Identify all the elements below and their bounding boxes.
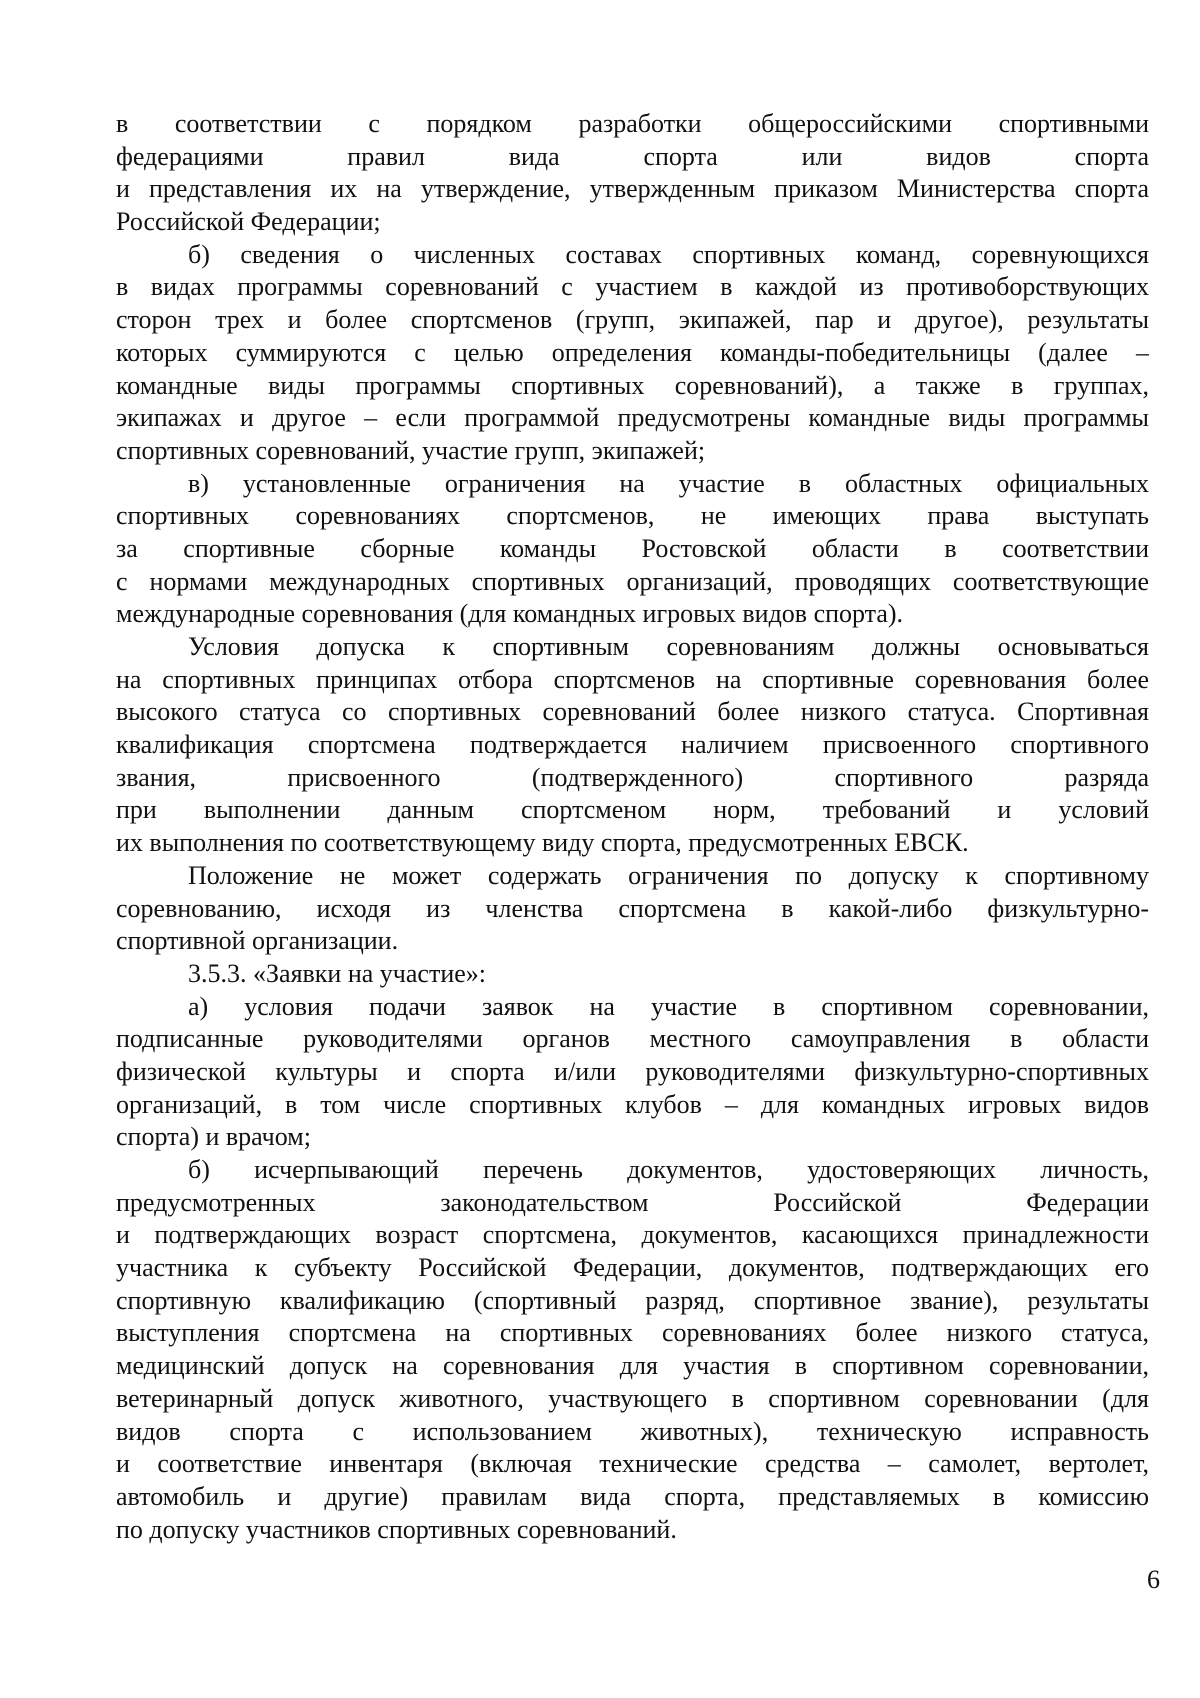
text-line: организаций, в том числе спортивных клубов – для командных игровых видов	[116, 1089, 1149, 1119]
text-line: квалификация спортсмена подтверждается наличием присвоенного спортивного	[116, 730, 1149, 760]
text-line: ветеринарный допуск животного, участвующего в спортивном соревновании (для	[116, 1383, 1149, 1413]
text-line: при выполнении данным спортсменом норм, требований и условий	[116, 795, 1149, 825]
body-text	[116, 108, 1149, 1546]
text-line: Российской Федерации;	[116, 207, 381, 237]
text-line: в соответствии с порядком разработки общероссийскими спортивными	[116, 109, 1149, 138]
page-number: 6	[1147, 1565, 1160, 1594]
text-line: по допуску участников спортивных соревнований.	[116, 1514, 677, 1544]
text-line: и подтверждающих возраст спортсмена, документов, касающихся принадлежности	[116, 1220, 1149, 1250]
text-line: в) установленные ограничения на участие в областных официальных	[188, 468, 1149, 498]
text-line: их выполнения по соответствующему виду спорта, предусмотренных ЕВСК.	[116, 828, 969, 858]
text-line: подписанные руководителями органов местного самоуправления в области	[116, 1024, 1149, 1054]
text-line: за спортивные сборные команды Ростовской области в соответствии	[116, 533, 1149, 563]
text-line: высокого статуса со спортивных соревнований более низкого статуса. Спортивная	[116, 697, 1149, 727]
text-line: и соответствие инвентаря (включая технические средства – самолет, вертолет,	[116, 1449, 1149, 1479]
text-line: медицинский допуск на соревнования для участия в спортивном соревновании,	[116, 1351, 1149, 1381]
text-line: автомобиль и другие) правилам вида спорта, представляемых в комиссию	[116, 1481, 1149, 1511]
text-line: в видах программы соревнований с участием в каждой из противоборствующих	[116, 272, 1149, 302]
text-line: участника к субъекту Российской Федерации, документов, подтверждающих его	[116, 1253, 1149, 1283]
text-line: 3.5.3. «Заявки на участие»:	[188, 958, 486, 988]
text-line: и представления их на утверждение, утвержденным приказом Министерства спорта	[116, 174, 1149, 204]
text-line: б) исчерпывающий перечень документов, удостоверяющих личность,	[188, 1155, 1149, 1184]
text-line: спортивную квалификацию (спортивный разряд, спортивное звание), результаты	[116, 1285, 1149, 1315]
text-line: командные виды программы спортивных соревнований), а также в группах,	[116, 370, 1149, 400]
text-line: федерациями правил вида спорта или видов спорта	[116, 141, 1149, 171]
text-line: спортивных соревнований, участие групп, экипажей;	[116, 435, 706, 465]
text-line: спортивной организации.	[116, 926, 399, 956]
text-line: Условия допуска к спортивным соревнованиям должны основываться	[188, 632, 1149, 661]
text-line: спорта) и врачом;	[116, 1122, 311, 1152]
text-line: выступления спортсмена на спортивных соревнованиях более низкого статуса,	[116, 1318, 1149, 1348]
text-line: б) сведения о численных составах спортивных команд, соревнующихся	[188, 239, 1149, 269]
text-line: а) условия подачи заявок на участие в спортивном соревновании,	[188, 991, 1149, 1021]
text-line: сторон трех и более спортсменов (групп, экипажей, пар и другое), результаты	[116, 305, 1149, 335]
text-line: спортивных соревнованиях спортсменов, не имеющих права выступать	[116, 501, 1149, 531]
text-line: предусмотренных законодательством Российской Федерации	[116, 1187, 1149, 1217]
text-line: международные соревнования (для командных игровых видов спорта).	[116, 599, 904, 629]
text-line: с нормами международных спортивных организаций, проводящих соответствующие	[116, 566, 1149, 596]
text-line: физической культуры и спорта и/или руководителями физкультурно-спортивных	[116, 1056, 1149, 1086]
text-line: на спортивных принципах отбора спортсменов на спортивные соревнования более	[116, 664, 1149, 694]
text-line: соревнованию, исходя из членства спортсмена в какой-либо физкультурно-	[116, 893, 1149, 923]
text-line: звания, присвоенного (подтвержденного) спортивного разряда	[116, 762, 1149, 792]
text-line: Положение не может содержать ограничения по допуску к спортивному	[188, 860, 1149, 890]
text-line: видов спорта с использованием животных), техническую исправность	[116, 1416, 1149, 1446]
text-line: которых суммируются с целью определения команды-победительницы (далее –	[116, 337, 1149, 367]
text-line: экипажах и другое – если программой предусмотрены командные виды программы	[116, 403, 1149, 433]
